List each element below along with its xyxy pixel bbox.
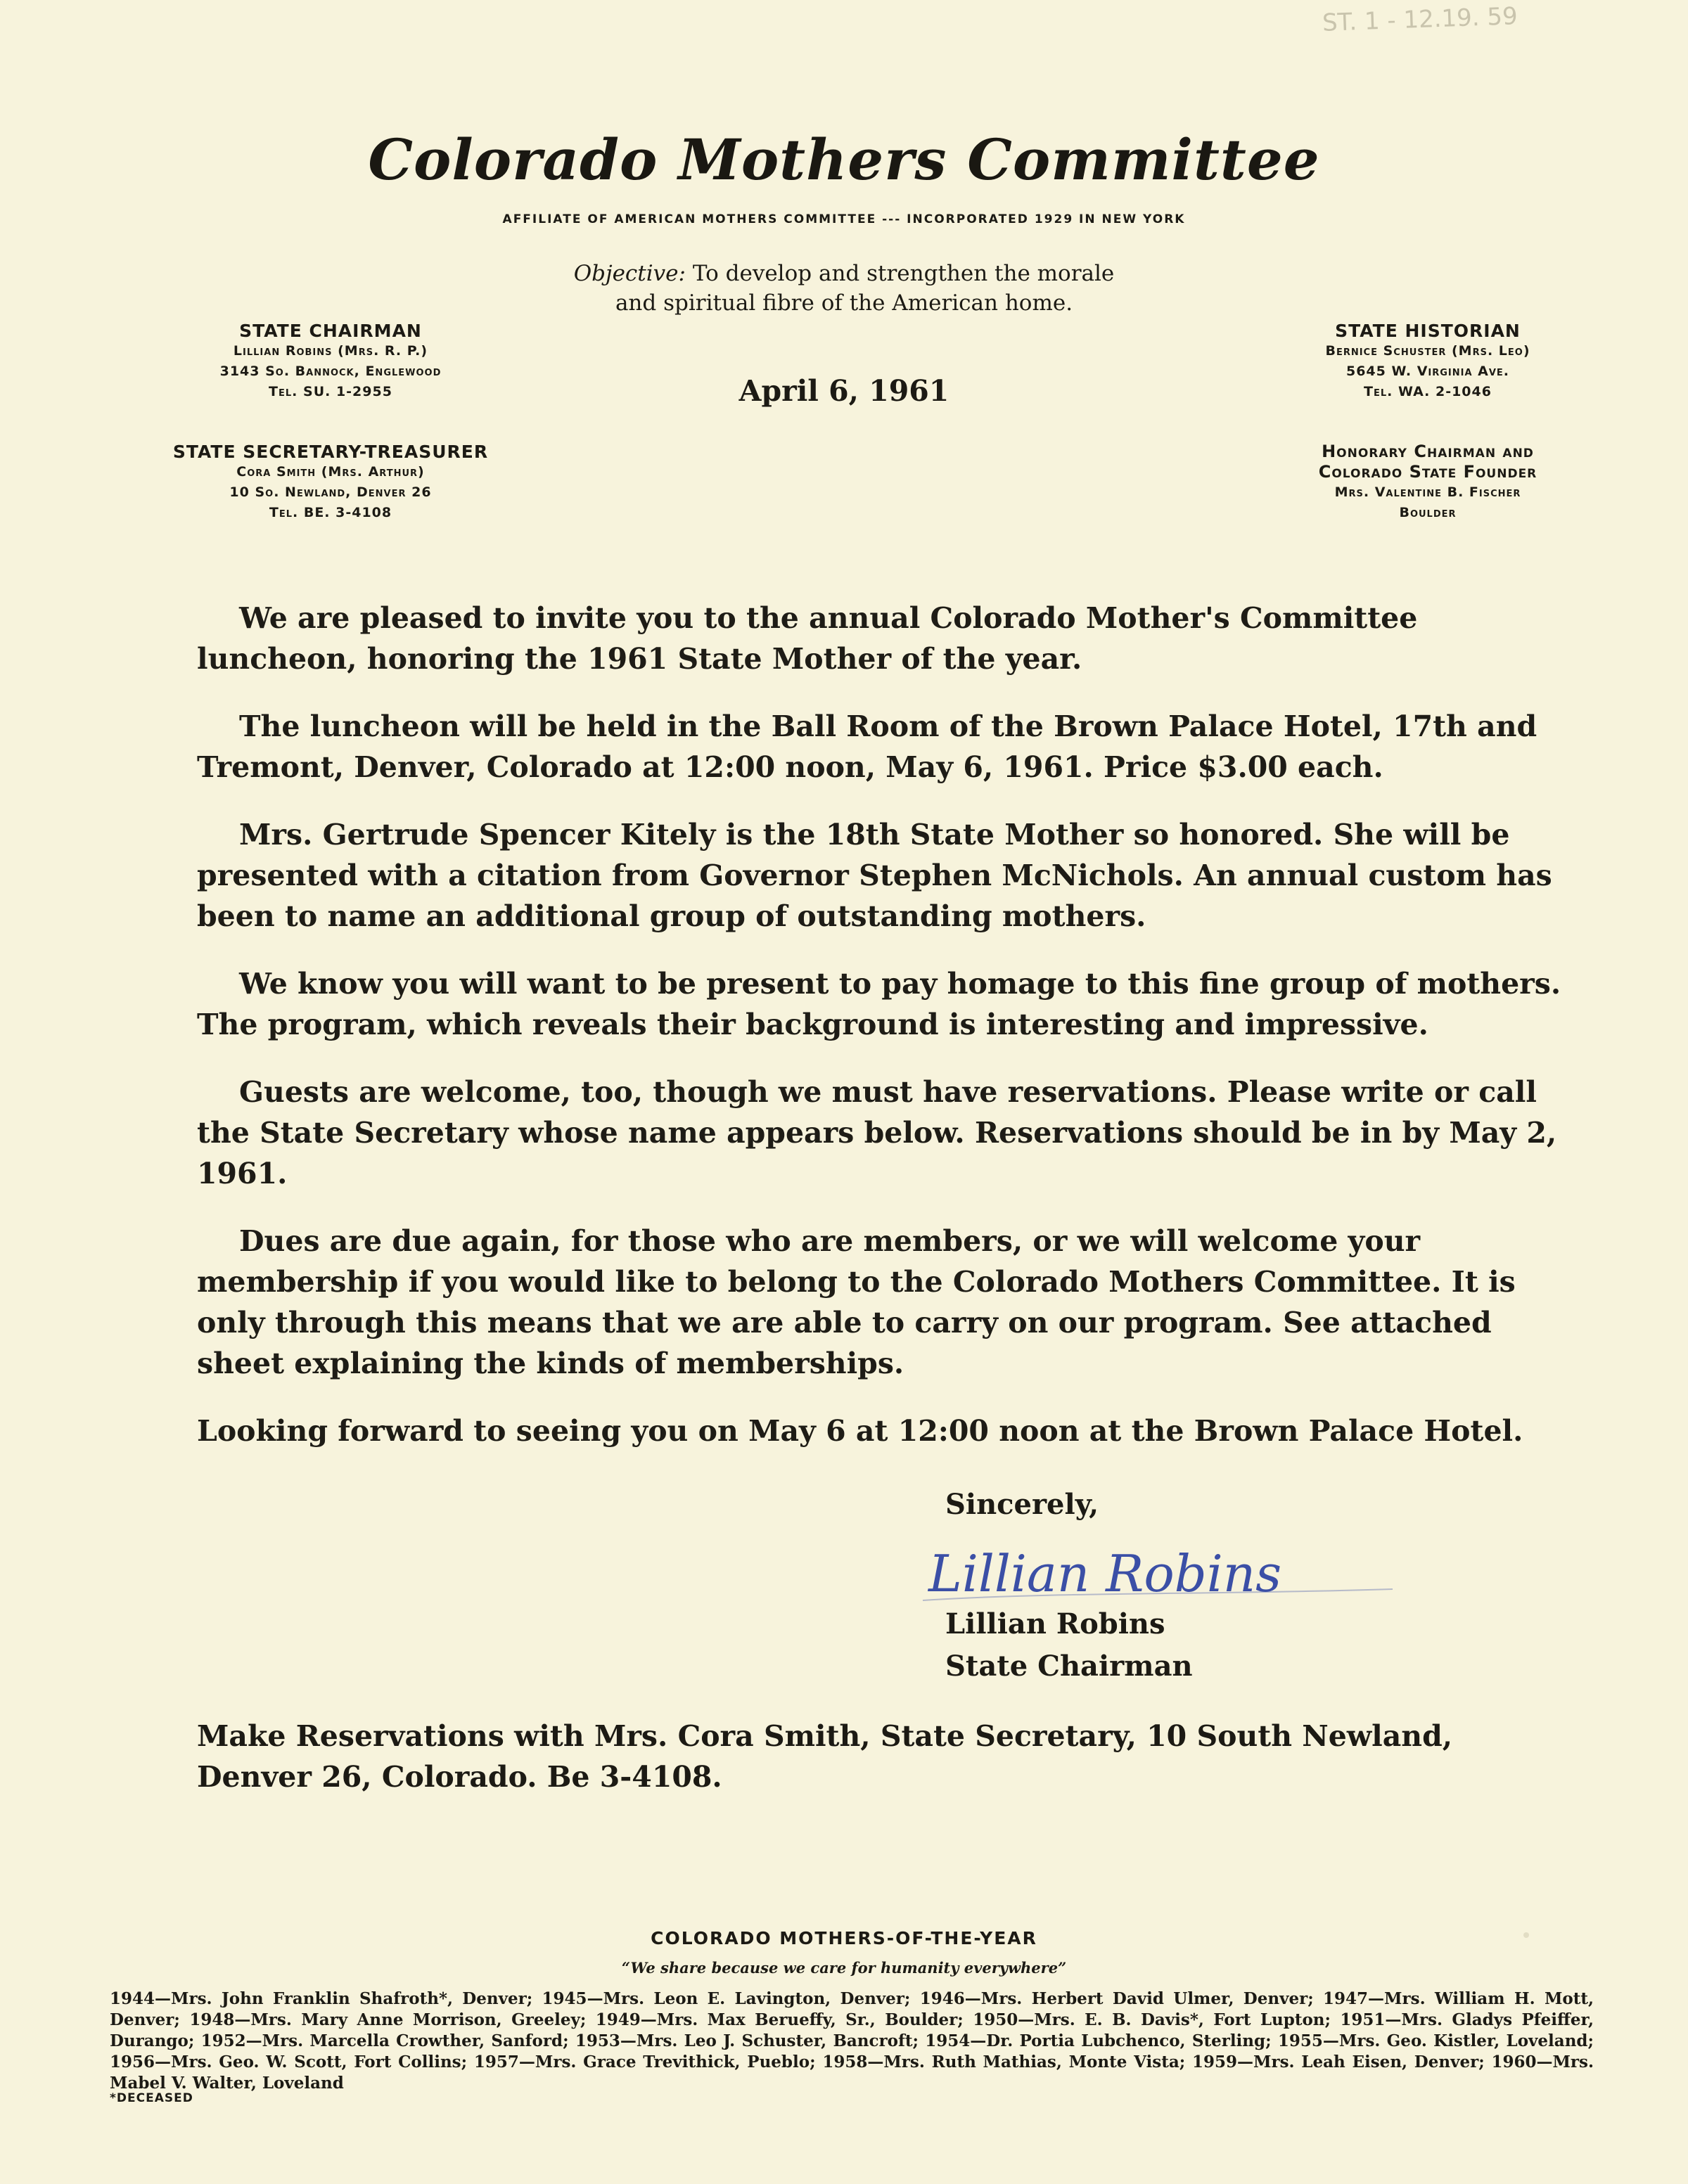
letter-date: April 6, 1961 [738,374,950,408]
letter-body [197,598,1575,1478]
pencil-annotation: ST. 1 - 12.19. 59 [1322,2,1518,37]
body-paragraph [197,814,1575,937]
state-historian-address: 5645 W. Virginia Ave. [1345,364,1510,379]
signature-text: Lillian Robins [928,1544,1282,1603]
secretary-treasurer-block [106,442,556,523]
paragraph-text: Guests are welcome, too, though we must have reservations. Please write or call the State Secretary whose name appears below. Reservations should be in by May 2, 1961. [197,1075,1557,1190]
paragraph-text: Dues are due again, for those who are members, or we will welcome your membership if you would like to belong to the Colorado Mothers Committee. It is only through this means that we are able to carry on our program. See attached sheet explaining the kinds of memberships. [197,1224,1516,1380]
footer-title: COLORADO MOTHERS-OF-THE-YEAR [651,1928,1037,1948]
body-paragraph [197,1072,1575,1194]
state-historian-name: Bernice Schuster (Mrs. Leo) [1325,343,1530,359]
secretary-treasurer-address: 10 So. Newland, Denver 26 [229,484,432,500]
honorary-line-4: Boulder [1399,505,1457,520]
affiliate-line: AFFILIATE OF AMERICAN MOTHERS COMMITTEE --- INCORPORATED 1929 IN NEW YORK [502,212,1186,226]
footer-motto: “We share because we care for humanity everywhere” [621,1959,1067,1977]
letterhead-title: Colorado Mothers Committee [368,127,1320,193]
body-paragraph [197,1411,1575,1451]
honorary-line-2: Colorado State Founder [1318,462,1537,482]
state-chairman-block [127,321,535,402]
state-historian-title: STATE HISTORIAN [1335,321,1521,341]
paragraph-text: Mrs. Gertrude Spencer Kitely is the 18th State Mother so honored. She will be presented with a citation from Governor Stephen McNichols. An annual custom has been to name an additional group of outstanding mothers. [197,818,1552,933]
paragraph-text: We are pleased to invite you to the annual Colorado Mother's Committee luncheon, honoring the 1961 State Mother of the year. [197,601,1418,676]
secretary-treasurer-tel: Tel. BE. 3-4108 [269,505,392,520]
state-historian-block [1238,321,1618,402]
state-chairman-tel: Tel. SU. 1-2955 [269,384,392,399]
body-paragraph [197,1221,1575,1384]
mothers-of-the-year-list: 1944—Mrs. John Franklin Shafroth*, Denver; 1945—Mrs. Leon E. Lavington, Denver; 1946—Mrs. Herbert David Ulmer, Denver; 1947—Mrs. William H. Mott, Denver; 1948—Mrs. Mary Anne Morrison, Greeley; 1949—Mrs. Max Berueffy, Sr., Boulder; 1950—Mrs. E. B. Davis*, Fort Lupton; 1951—Mrs. Gladys Pfeiffer, Durango; 1952—Mrs. Marcella Crowther, Sanford; 1953—Mrs. Leo J. Schuster, Bancroft; 1954—Dr. Portia Lubchenco, Sterling; 1955—Mrs. Geo. Kistler, Loveland; 1956—Mrs. Geo. W. Scott, Fort Collins; 1957—Mrs. Grace Trevithick, Pueblo; 1958—Mrs. Ruth Mathias, Monte Vista; 1959—Mrs. Leah Eisen, Denver; 1960—Mrs. Mabel V. Walter, Loveland [110,1989,1594,2093]
honorary-line-1: Honorary Chairman and [1322,442,1534,461]
state-chairman-name: Lillian Robins (Mrs. R. P.) [233,343,428,359]
honorary-line-3: Mrs. Valentine B. Fischer [1334,484,1521,500]
objective-line-1: To develop and strengthen the morale [692,261,1115,286]
objective-line-2: and spiritual fibre of the American home. [615,290,1073,316]
secretary-treasurer-title: STATE SECRETARY-TREASURER [172,442,489,462]
paragraph-text: Looking forward to seeing you on May 6 at 12:00 noon at the Brown Palace Hotel. [197,1414,1523,1448]
paragraph-text: The luncheon will be held in the Ball Room of the Brown Palace Hotel, 17th and Tremont, Denver, Colorado at 12:00 noon, May 6, 1961. Price $3.00 each. [197,709,1537,784]
body-paragraph [197,598,1575,679]
salutation: Sincerely, [945,1488,1099,1521]
reservation-line-1: Make Reservations with Mrs. Cora Smith, State Secretary, 10 South Newland, [197,1719,1453,1753]
state-chairman-title: STATE CHAIRMAN [239,321,422,341]
paragraph-text: We know you will want to be present to pay homage to this fine group of mothers. The program, which reveals their background is interesting and impressive. [197,967,1561,1041]
deceased-note: *DECEASED [110,2091,193,2105]
objective-label: Objective: [573,261,686,286]
secretary-treasurer-name: Cora Smith (Mrs. Arthur) [236,464,425,480]
state-historian-tel: Tel. WA. 2-1046 [1364,384,1492,399]
honorary-chairman-block [1238,442,1618,523]
state-chairman-address: 3143 So. Bannock, Englewood [219,364,442,379]
reservation-note [197,1716,1575,1797]
objective-statement [0,259,1688,318]
signer-title: State Chairman [945,1650,1193,1683]
body-paragraph [197,706,1575,788]
body-paragraph [197,963,1575,1045]
signer-block [945,1603,1193,1688]
reservation-line-2: Denver 26, Colorado. Be 3-4108. [197,1760,722,1794]
signer-name: Lillian Robins [945,1607,1165,1640]
